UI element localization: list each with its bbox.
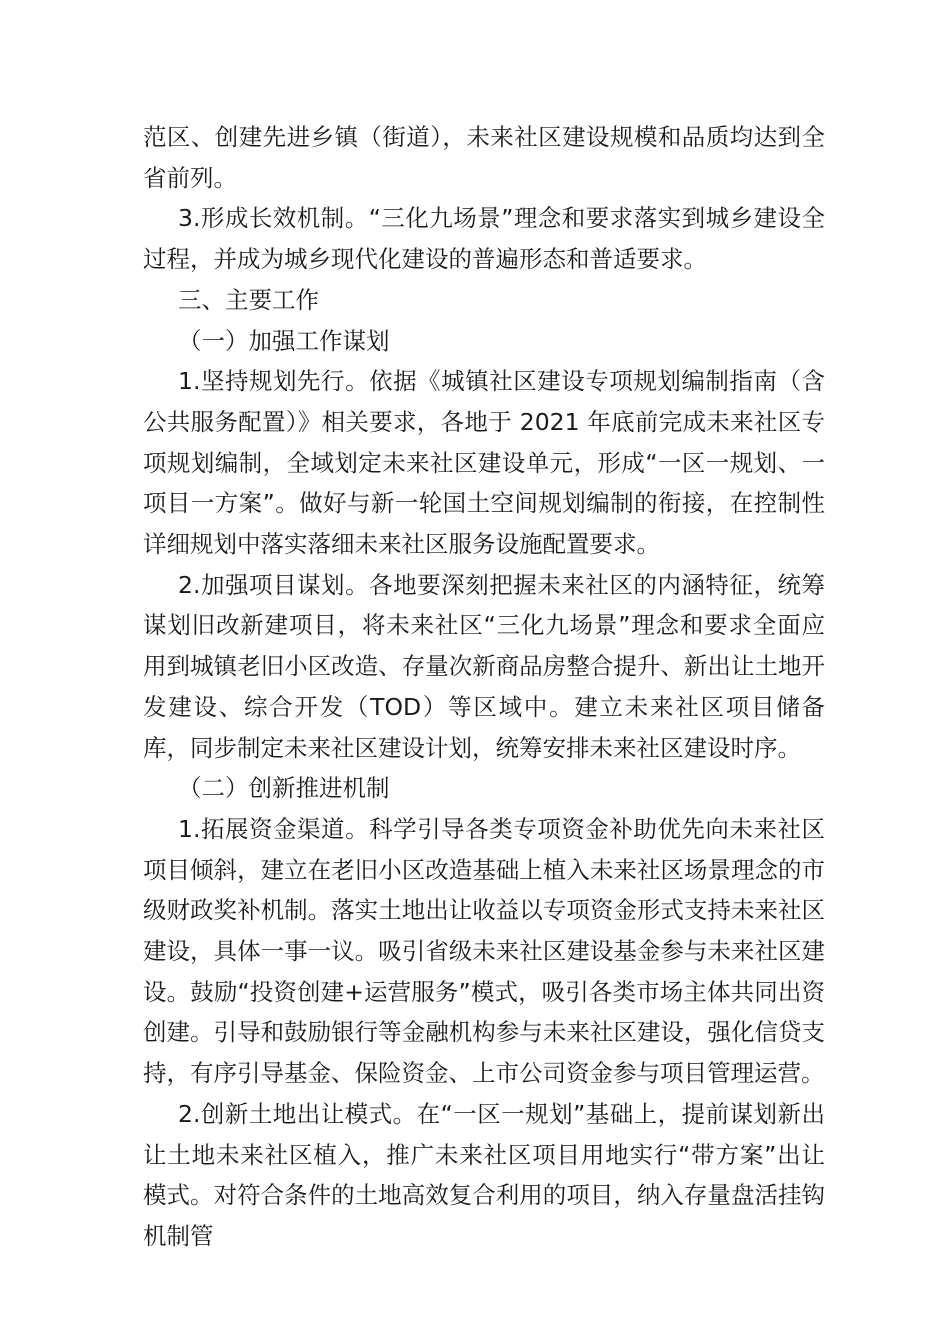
subsection-heading-planning: （一）加强工作谋划 bbox=[178, 326, 390, 355]
document-body bbox=[143, 117, 825, 1257]
section-heading-main-work: 三、主要工作 bbox=[178, 285, 319, 314]
paragraph-long-term-mechanism: 3.形成长效机制。“三化九场景”理念和要求落实到城乡建设全过程，并成为城乡现代化建设的普遍形态和普适要求。 bbox=[143, 204, 825, 274]
paragraph-project-planning: 2.加强项目谋划。各地要深刻把握未来社区的内涵特征，统筹谋划旧改新建项目，将未来社区“三化九场景”理念和要求全面应用到城镇老旧小区改造、存量次新商品房整合提升、新出让土地开发建设、综合开发（TOD）等区域中。建立未来社区项目储备库，同步制定未来社区建设计划，统筹安排未来社区建设时序。 bbox=[143, 570, 825, 762]
paragraph-continuation: 范区、创建先进乡镇（街道），未来社区建设规模和品质均达到全省前列。 bbox=[143, 123, 825, 192]
paragraph-land-transfer: 2.创新土地出让模式。在“一区一规划”基础上，提前谋划新出让土地未来社区植入，推广未来社区项目用地实行“带方案”出让模式。对符合条件的土地高效复合利用的项目，纳入存量盘活挂钩机制管 bbox=[143, 1099, 825, 1250]
paragraph-planning-first: 1.坚持规划先行。依据《城镇社区建设专项规划编制指南（含公共服务配置）》相关要求，各地于 2021 年底前完成未来社区专项规划编制，全域划定未来社区建设单元，形成“一区一规划、一项目一方案”。做好与新一轮国土空间规划编制的衔接，在控制性详细规划中落实落细未来社区服务设施配置要求。 bbox=[143, 367, 825, 559]
paragraph-funding-channels: 1.拓展资金渠道。科学引导各类专项资金补助优先向未来社区项目倾斜，建立在老旧小区改造基础上植入未来社区场景理念的市级财政奖补机制。落实土地出让收益以专项资金形式支持未来社区建设，具体一事一议。吸引省级未来社区建设基金参与未来社区建设。鼓励“投资创建+运营服务”模式，吸引各类市场主体共同出资创建。引导和鼓励银行等金融机构参与未来社区建设，强化信贷支持，有序引导基金、保险资金、上市公司资金参与项目管理运营。 bbox=[143, 814, 825, 1088]
subsection-heading-mechanism: （二）创新推进机制 bbox=[178, 774, 390, 803]
